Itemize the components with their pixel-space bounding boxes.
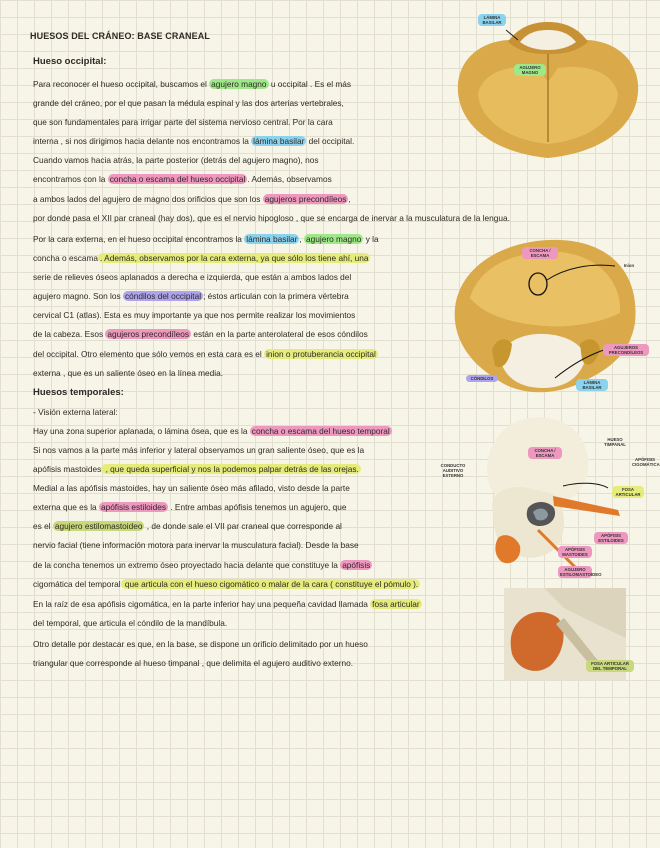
occipital-interior-image: [448, 12, 648, 162]
text-run: Por la cara externa, en el hueso occipital encontramos la: [33, 234, 245, 244]
highlight-term: fosa articular: [372, 599, 420, 609]
text-run: es el: [33, 521, 53, 531]
occipital-line: [33, 212, 510, 224]
label-agujero-estilomastoideo: AGUJERO ESTILOMASTOIDEO: [560, 567, 602, 577]
highlight-term: , que queda superficial y nos la podemos palpar detrás de las orejas.: [103, 464, 359, 474]
occipital-line: [33, 78, 351, 90]
label-apofisis-mastoides: APÓFISIS MASTOIDES: [558, 546, 592, 558]
highlight-term: apófisis estiloides: [100, 502, 166, 512]
text-run: Medial a las apófisis mastoides, hay un saliente óseo más afilado, visto desde la parte: [33, 483, 350, 493]
occipital-line: [33, 367, 223, 379]
text-run: y la: [363, 234, 379, 244]
occipital-line: [33, 271, 351, 283]
occipital-line: [33, 290, 349, 302]
occipital-line: [33, 97, 344, 109]
text-run: del temporal, que articula el cóndilo de la mandíbula.: [33, 618, 228, 628]
occipital-line: [33, 309, 355, 321]
occipital-line: [33, 116, 333, 128]
text-run: externa que es la: [33, 502, 99, 512]
text-run: están en la parte anterolateral de esos cóndilos: [191, 329, 368, 339]
text-run: ,: [348, 194, 351, 204]
label-condilos: CÓNDILOS: [466, 375, 498, 382]
temporales-line: [33, 520, 342, 532]
text-run: Para reconocer el hueso occipital, buscamos el: [33, 79, 210, 89]
text-run: , de donde sale el VII par craneal que corresponde al: [144, 521, 342, 531]
section-heading-temporales: Huesos temporales:: [33, 387, 124, 398]
highlight-term: concha o escama del hueso temporal: [251, 426, 390, 436]
text-run: del occipital.: [306, 136, 355, 146]
highlight-term: apófisis: [342, 560, 371, 570]
text-run: ,: [299, 234, 305, 244]
label-apofisis-estiloides: APÓFISIS ESTILOIDES: [594, 532, 628, 544]
highlight-term: agujero magno: [306, 234, 362, 244]
highlight-term: agujeros precondíleos: [264, 194, 347, 204]
text-run: ; éstos articulan con la primera vértebra: [203, 291, 349, 301]
text-run: En la raíz de esa apófisis cigomática, en la parte inferior hay una pequeña cavidad llamada: [33, 599, 371, 609]
text-run: concha o escama: [33, 253, 99, 263]
text-run: Si nos vamos a la parte más inferior y lateral observamos un gran saliente óseo, que es la: [33, 445, 365, 455]
text-run: de la cabeza. Esos: [33, 329, 106, 339]
section-heading-occipital: Hueso occipital:: [33, 56, 107, 67]
occipital-line: [33, 173, 332, 185]
highlight-term: . Además, observamos por la cara externa, ya que sólo los tiene ahí, una: [100, 253, 369, 263]
label-apofisis-cigomatica: APÓFISIS CIGOMÁTICA: [632, 457, 660, 467]
text-run: . Además, observamos: [247, 174, 332, 184]
temporales-line: [33, 406, 118, 418]
text-run: interna , si nos dirigimos hacia delante nos encontramos la: [33, 136, 252, 146]
text-run: cigomática del temporal: [33, 579, 121, 589]
label-hueso-timpanal: HUESO TIMPANAL: [604, 437, 626, 447]
temporales-line: [33, 539, 359, 551]
text-run: del occipital. Otro elemento que sólo vemos en esta cara es el: [33, 349, 265, 359]
highlight-term: concha o escama del hueso occipital: [109, 174, 246, 184]
text-run: encontramos con la: [33, 174, 108, 184]
temporales-line: [33, 463, 361, 475]
text-run: Otro detalle por destacar es que, en la base, se dispone un orificio delimitado por un hueso: [33, 639, 368, 649]
label-inion: Inion: [623, 263, 635, 268]
text-run: por donde pasa el XII par craneal (hay dos), que es el nervio hipogloso , que se encarga de inervar a la musculatura de la lengua.: [33, 213, 510, 223]
occipital-line: [33, 348, 378, 360]
label-fosa-articular-3: FOSA ARTICULAR: [612, 486, 644, 498]
text-run: - Visión externa lateral:: [33, 407, 118, 417]
text-run: grande del cráneo, por el que pasan la médula espinal y las dos arterias vertebrales,: [33, 98, 344, 108]
temporales-line: [33, 482, 350, 494]
text-run: que son fundamentales para irrigar parte del sistema nervioso central. Por la cara: [33, 117, 333, 127]
label-conducto-auditivo: CONDUCTO AUDITIVO EXTERNO: [440, 463, 466, 478]
occipital-line: [33, 154, 318, 166]
highlight-term: agujero magno: [211, 79, 267, 89]
text-run: agujero magno. Son los: [33, 291, 123, 301]
temporales-line: [33, 559, 372, 571]
text-run: triangular que corresponde al hueso timpanal , que delimita el agujero auditivo externo.: [33, 658, 354, 668]
text-run: externa , que es un saliente óseo en la línea media.: [33, 368, 224, 378]
highlight-term: que articula con el hueso cigomático o malar de la cara ( constituye el pómulo ).: [122, 579, 419, 589]
occipital-line: [33, 252, 370, 264]
temporales-line: [33, 425, 392, 437]
label-agujero-magno-1: AGUJERO MAGNO: [514, 64, 546, 76]
temporales-line: [33, 617, 227, 629]
text-run: nervio facial (tiene información motora para inervar la musculatura facial). Desde la base: [33, 540, 359, 550]
text-run: serie de relieves óseos aplanados a derecha e izquierda, que están a ambos lados del: [33, 272, 352, 282]
text-run: de la concha tenemos un extremo óseo proyectado hacia delante que constituye la: [33, 560, 341, 570]
label-agujeros-precondileos: AGUJEROS PRECONDÍLEOS: [603, 344, 649, 356]
highlight-term: lámina basilar: [253, 136, 305, 146]
label-fosa-articular-4: FOSA ARTICULAR DEL TEMPORAL: [586, 660, 634, 672]
occipital-line: [33, 328, 368, 340]
text-run: apófisis mastoides: [33, 464, 102, 474]
label-concha-escama-2: CONCHA / ESCAMA: [522, 247, 558, 259]
highlight-term: agujeros precondíleos: [107, 329, 190, 339]
occipital-line: [33, 233, 379, 245]
highlight-term: cóndilos del occipital: [124, 291, 202, 301]
occipital-line: [33, 193, 351, 205]
text-run: a ambos lados del agujero de magno dos orificios que son los: [33, 194, 263, 204]
text-run: cervical C1 (atlas). Esta es muy importante ya que nos permite realizar los movimientos: [33, 310, 356, 320]
highlight-term: lámina basilar: [246, 234, 298, 244]
highlight-term: inion o protuberancia occipital: [266, 349, 376, 359]
text-run: Hay una zona superior aplanada, o lámina ósea, que es la: [33, 426, 250, 436]
label-lamina-basilar-1: LÁMINA BASILAR: [478, 14, 506, 26]
occipital-line: [33, 135, 354, 147]
temporales-line: [33, 578, 420, 590]
text-run: u occipital . Es el más: [268, 79, 352, 89]
label-concha-escama-3: CONCHA / ESCAMA: [528, 447, 562, 459]
temporales-line: [33, 501, 347, 513]
temporales-line: [33, 598, 422, 610]
text-run: Cuando vamos hacia atrás, la parte posterior (detrás del agujero magno), nos: [33, 155, 319, 165]
highlight-term: agujero estilomastoideo: [54, 521, 143, 531]
temporales-line: [33, 638, 368, 650]
temporales-line: [33, 657, 353, 669]
temporales-line: [33, 444, 364, 456]
label-lamina-basilar-2: LÁMINA BASILAR: [576, 379, 608, 391]
text-run: . Entre ambas apófisis tenemos un agujero, que: [168, 502, 347, 512]
page-title: HUESOS DEL CRÁNEO: BASE CRANEAL: [30, 31, 210, 41]
